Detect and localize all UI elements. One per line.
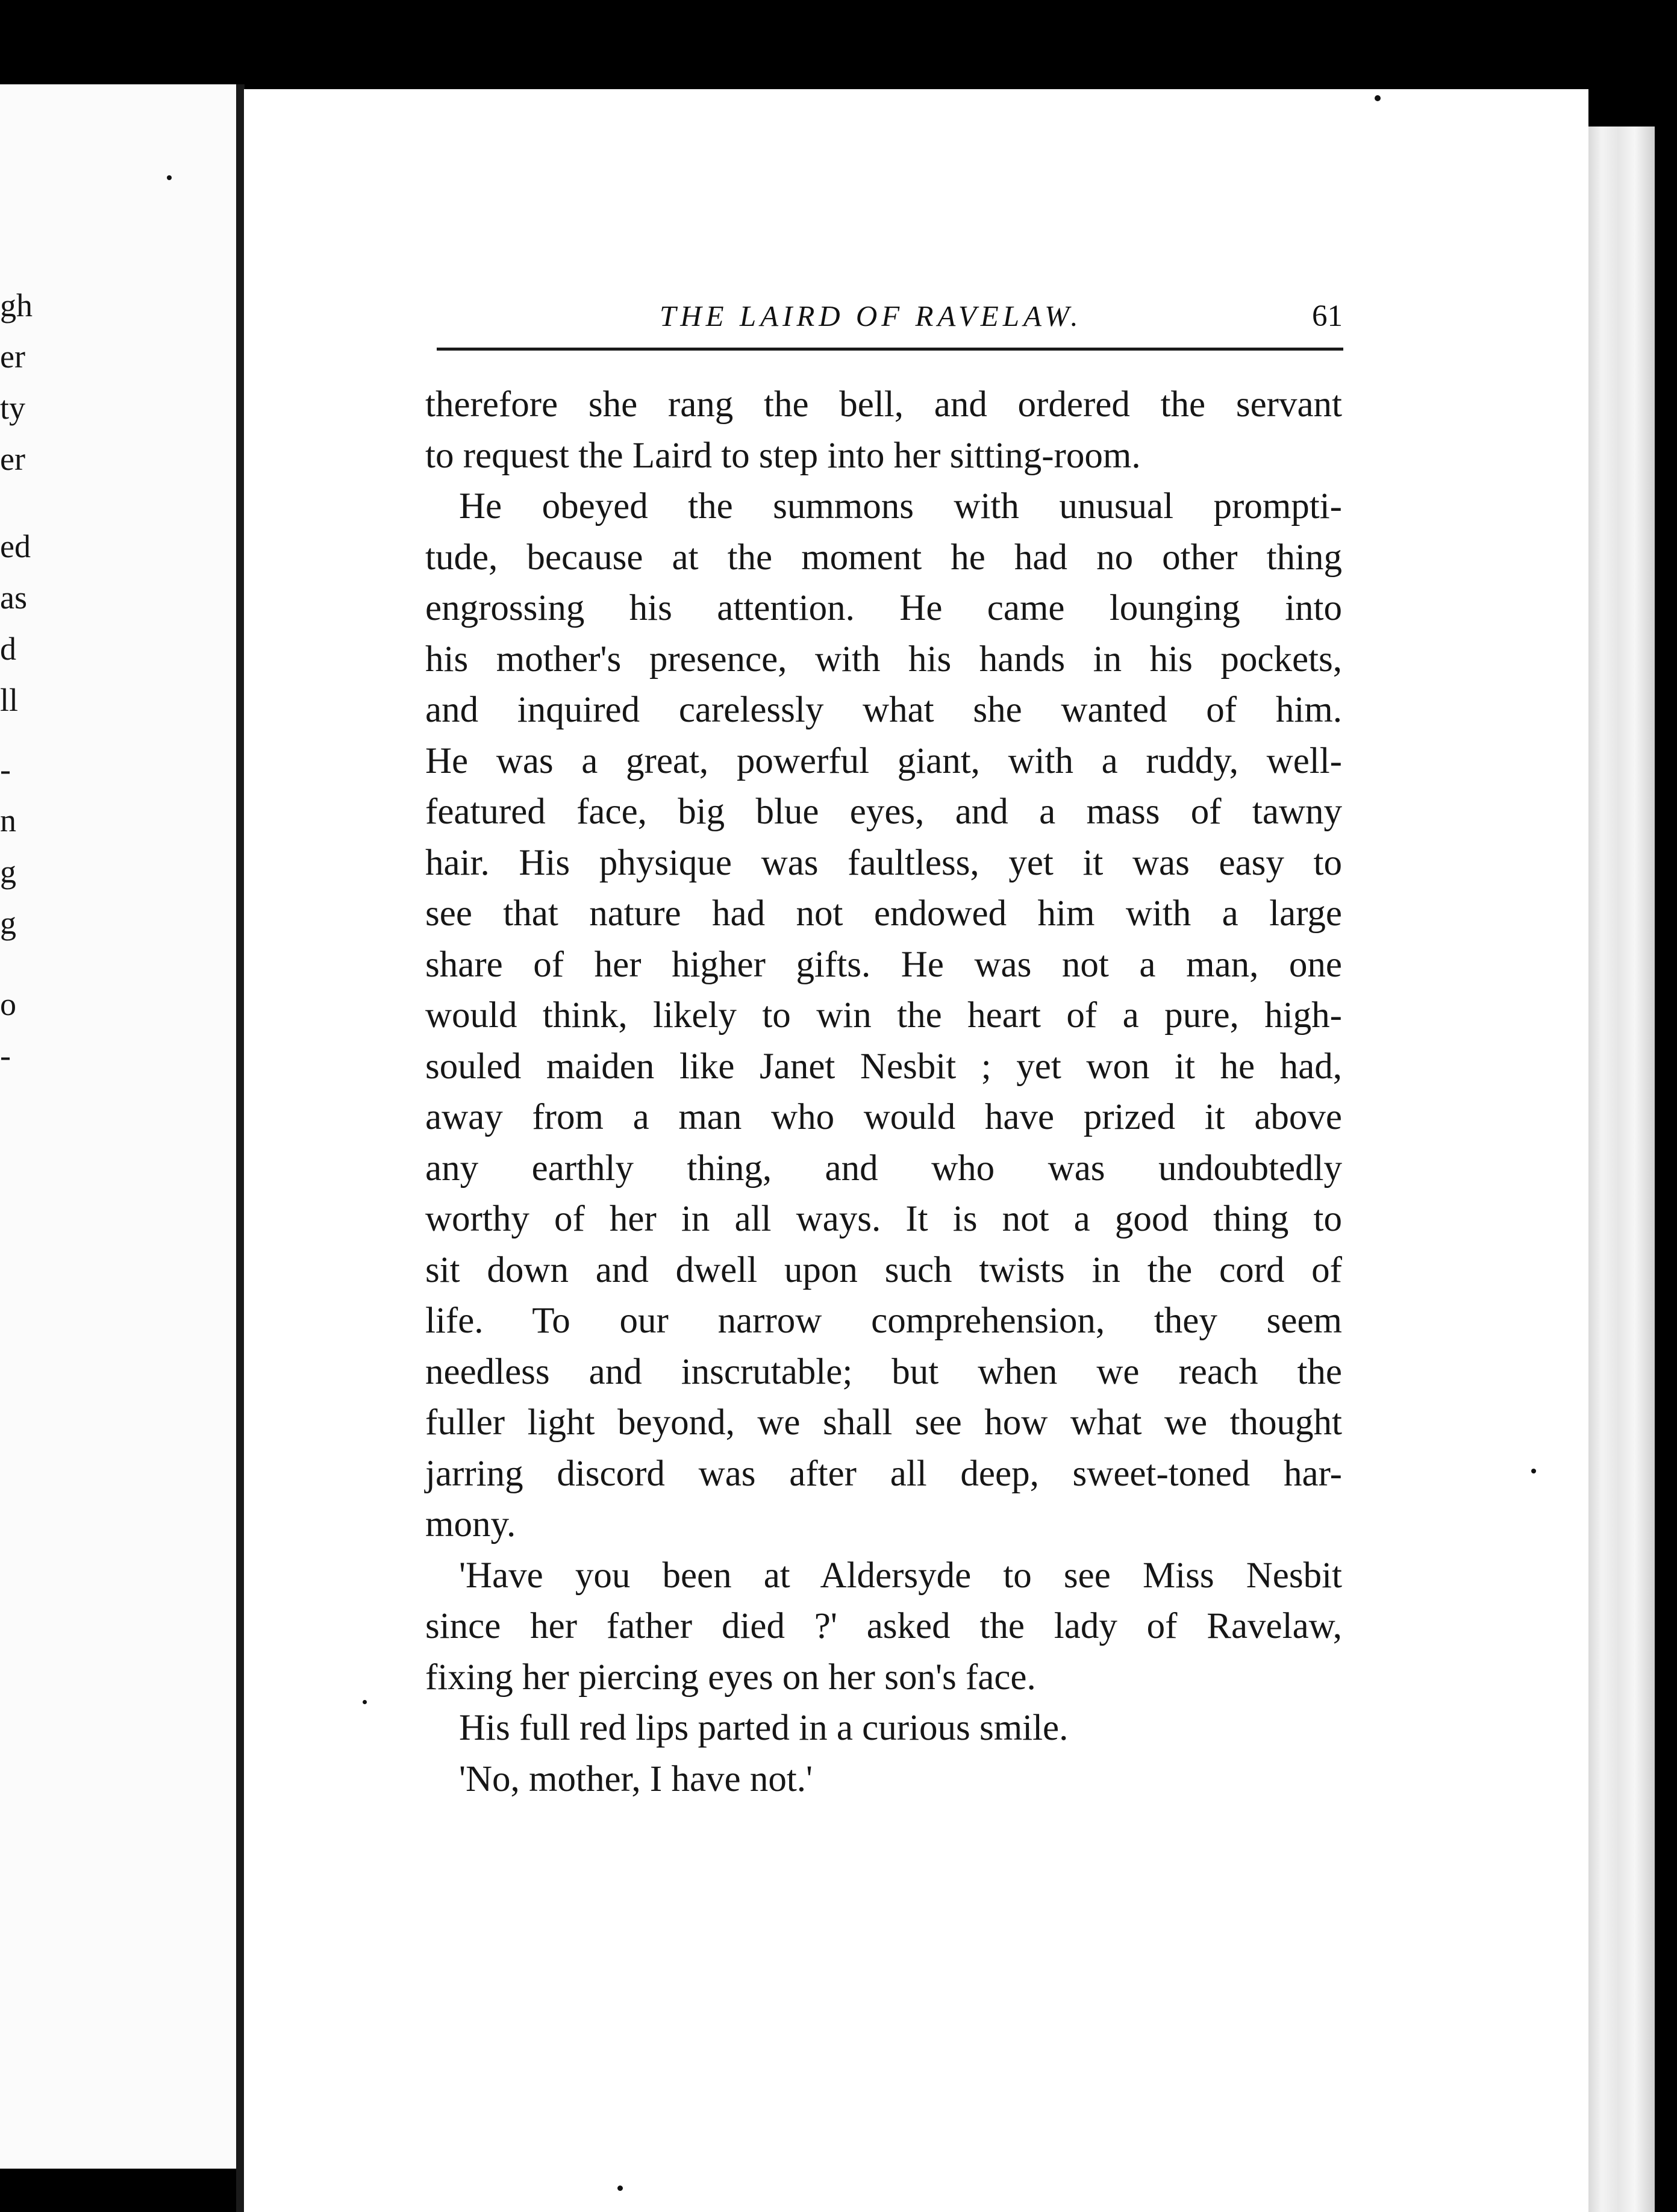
text-line: fuller light beyond, we shall see how what we thought <box>425 1402 1342 1443</box>
previous-page-fragment-text: as <box>0 580 27 616</box>
text-line: away from a man who would have prized it above <box>425 1097 1342 1137</box>
text-line: hair. His physique was faultless, yet it was easy to <box>425 842 1342 883</box>
text-line: engrossing his attention. He came lounging into <box>425 588 1342 628</box>
running-header: THE LAIRD OF RAVELAW. <box>660 299 1082 333</box>
text-line: life. To our narrow comprehension, they seem <box>425 1301 1342 1341</box>
page-number: 61 <box>1312 299 1343 333</box>
book-gutter <box>236 84 245 2212</box>
text-line: His full red lips parted in a curious smile. <box>459 1708 1069 1748</box>
previous-page-fragment <box>0 84 238 2169</box>
text-line: and inquired carelessly what she wanted of him. <box>425 690 1342 730</box>
text-line: worthy of her in all ways. It is not a good thing to <box>425 1199 1342 1239</box>
scan-speck <box>1375 95 1381 101</box>
header-rule <box>437 348 1343 351</box>
text-line: see that nature had not endowed him with a large <box>425 893 1342 934</box>
previous-page-line-endings <box>0 84 238 2169</box>
text-line: his mother's presence, with his hands in his pockets, <box>425 639 1342 680</box>
scan-speck <box>1531 1469 1536 1473</box>
previous-page-fragment-text: - <box>0 751 11 787</box>
text-line: needless and inscrutable; but when we reach the <box>425 1351 1342 1392</box>
previous-page-fragment-text: ed <box>0 528 31 564</box>
text-line: therefore she rang the bell, and ordered the servant <box>425 384 1342 425</box>
page-body-text <box>425 380 1342 1805</box>
previous-page-fragment-text: g <box>0 905 16 941</box>
text-line: featured face, big blue eyes, and a mass of tawny <box>425 792 1342 832</box>
previous-page-fragment-text: n <box>0 802 16 839</box>
previous-page-fragment-text: ll <box>0 682 19 718</box>
text-line: share of her higher gifts. He was not a man, one <box>425 944 1342 985</box>
text-line: He was a great, powerful giant, with a ruddy, well- <box>425 740 1342 781</box>
scan-speck <box>167 175 172 180</box>
text-line: He obeyed the summons with unusual prompti- <box>459 486 1342 526</box>
scan-speck <box>617 2185 623 2191</box>
previous-page-fragment-text: o <box>0 986 16 1022</box>
text-line: sit down and dwell upon such twists in the cord of <box>425 1249 1342 1290</box>
previous-page-fragment-text: er <box>0 441 25 477</box>
scan-speck <box>363 1700 367 1704</box>
text-line: since her father died ?' asked the lady of Ravelaw, <box>425 1606 1342 1646</box>
text-line: 'No, mother, I have not.' <box>459 1758 813 1799</box>
text-line: mony. <box>425 1504 516 1545</box>
text-line: tude, because at the moment he had no other thing <box>425 537 1342 578</box>
previous-page-fragment-text: g <box>0 854 16 890</box>
text-line: any earthly thing, and who was undoubtedly <box>425 1148 1342 1189</box>
previous-page-fragment-text: d <box>0 631 16 667</box>
previous-page-fragment-text: ty <box>0 390 26 426</box>
text-line: souled maiden like Janet Nesbit ; yet won it he had, <box>425 1046 1342 1087</box>
previous-page-fragment-text: gh <box>0 287 33 323</box>
previous-page-fragment-text: - <box>0 1037 11 1073</box>
text-line: 'Have you been at Aldersyde to see Miss Nesbit <box>459 1555 1342 1596</box>
text-line: would think, likely to win the heart of a pure, high- <box>425 995 1342 1036</box>
text-line: to request the Laird to step into her sitting-room. <box>425 435 1141 476</box>
page-stack-edge <box>1588 127 1655 2212</box>
text-line: jarring discord was after all deep, sweet-toned har- <box>425 1453 1342 1494</box>
previous-page-fragment-text: er <box>0 339 25 375</box>
text-line: fixing her piercing eyes on her son's face. <box>425 1657 1036 1698</box>
